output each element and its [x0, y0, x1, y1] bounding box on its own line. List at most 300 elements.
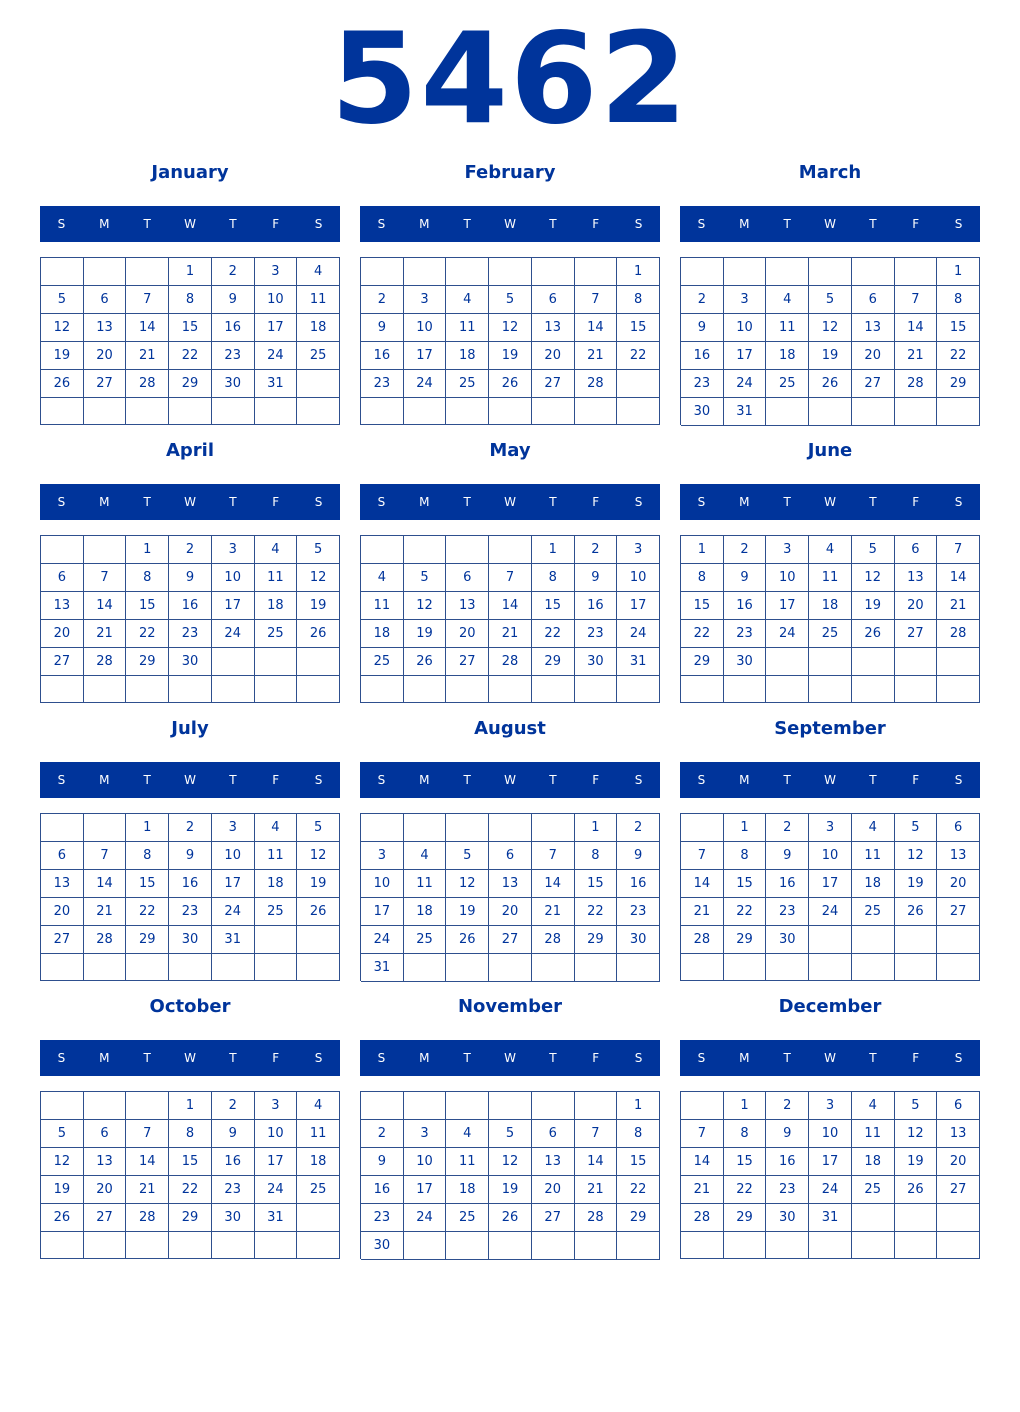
day-cell: 22	[532, 620, 575, 648]
day-cell: 10	[255, 286, 298, 314]
day-grid	[40, 813, 340, 981]
day-cell: 19	[446, 898, 489, 926]
empty-cell	[297, 398, 340, 425]
day-cell: 30	[575, 648, 618, 676]
empty-cell	[361, 676, 404, 703]
empty-cell	[681, 954, 724, 981]
day-cell: 3	[617, 536, 660, 564]
day-cell: 11	[852, 842, 895, 870]
empty-cell	[532, 1232, 575, 1260]
day-cell: 26	[297, 898, 340, 926]
empty-cell	[724, 954, 767, 981]
day-cell: 2	[575, 536, 618, 564]
weekday-label: T	[229, 1051, 237, 1065]
day-cell: 30	[681, 398, 724, 426]
day-cell: 5	[489, 1120, 532, 1148]
day-cell: 30	[212, 370, 255, 398]
day-cell: 6	[895, 536, 938, 564]
day-cell: 14	[126, 1148, 169, 1176]
day-cell: 9	[212, 1120, 255, 1148]
day-cell: 21	[489, 620, 532, 648]
empty-cell	[446, 1232, 489, 1260]
empty-cell	[681, 258, 724, 286]
weekday-label: S	[57, 1051, 66, 1065]
day-grid	[360, 1091, 660, 1259]
day-cell: 9	[617, 842, 660, 870]
day-cell: 1	[532, 536, 575, 564]
day-cell: 16	[766, 870, 809, 898]
weekday-label: S	[57, 773, 66, 787]
day-cell: 24	[361, 926, 404, 954]
day-cell: 29	[575, 926, 618, 954]
day-cell: 20	[895, 592, 938, 620]
day-cell: 4	[297, 1092, 340, 1120]
month-name: November	[457, 996, 563, 1017]
weekday-header	[40, 1040, 340, 1076]
weekday-label: T	[463, 217, 471, 231]
empty-cell	[766, 398, 809, 426]
day-cell: 13	[895, 564, 938, 592]
empty-cell	[41, 676, 84, 703]
day-cell: 2	[724, 536, 767, 564]
weekday-label: T	[143, 773, 151, 787]
day-cell: 19	[895, 870, 938, 898]
day-cell: 7	[681, 842, 724, 870]
day-grid	[680, 257, 980, 425]
day-cell: 28	[575, 1204, 618, 1232]
day-cell: 11	[404, 870, 447, 898]
weekday-label: T	[549, 1051, 557, 1065]
day-cell: 18	[255, 592, 298, 620]
empty-cell	[212, 954, 255, 981]
day-cell: 4	[446, 1120, 489, 1148]
day-cell: 14	[681, 1148, 724, 1176]
day-cell: 27	[937, 1176, 980, 1204]
day-cell: 16	[681, 342, 724, 370]
day-cell: 6	[532, 286, 575, 314]
day-cell: 3	[766, 536, 809, 564]
day-cell: 11	[809, 564, 852, 592]
day-cell: 13	[532, 314, 575, 342]
empty-cell	[766, 676, 809, 703]
empty-cell	[84, 1232, 127, 1259]
day-cell: 12	[852, 564, 895, 592]
day-cell: 6	[532, 1120, 575, 1148]
day-cell: 20	[937, 870, 980, 898]
empty-cell	[404, 814, 447, 842]
day-cell: 7	[126, 286, 169, 314]
day-cell: 15	[937, 314, 980, 342]
empty-cell	[212, 398, 255, 425]
day-cell: 30	[766, 1204, 809, 1232]
day-cell: 19	[41, 342, 84, 370]
weekday-header	[680, 762, 980, 798]
empty-cell	[809, 676, 852, 703]
empty-cell	[532, 258, 575, 286]
day-cell: 26	[852, 620, 895, 648]
weekday-label: W	[504, 773, 516, 787]
day-cell: 16	[361, 342, 404, 370]
day-cell: 13	[41, 592, 84, 620]
empty-cell	[681, 1092, 724, 1120]
day-cell: 17	[617, 592, 660, 620]
day-cell: 16	[169, 592, 212, 620]
weekday-label: S	[314, 217, 323, 231]
day-cell: 15	[126, 592, 169, 620]
weekday-label: F	[592, 217, 600, 231]
day-cell: 15	[532, 592, 575, 620]
empty-cell	[617, 398, 660, 425]
weekday-label: T	[549, 217, 557, 231]
day-cell: 20	[84, 342, 127, 370]
day-cell: 27	[532, 1204, 575, 1232]
day-cell: 23	[169, 898, 212, 926]
weekday-label: S	[57, 217, 66, 231]
empty-cell	[126, 258, 169, 286]
empty-cell	[84, 258, 127, 286]
empty-cell	[212, 648, 255, 676]
day-cell: 29	[126, 648, 169, 676]
empty-cell	[489, 954, 532, 982]
empty-cell	[489, 1092, 532, 1120]
day-cell: 16	[169, 870, 212, 898]
day-cell: 22	[724, 898, 767, 926]
weekday-label: S	[634, 217, 643, 231]
empty-cell	[169, 954, 212, 981]
day-cell: 27	[84, 370, 127, 398]
empty-cell	[852, 258, 895, 286]
day-cell: 27	[41, 648, 84, 676]
day-cell: 31	[724, 398, 767, 426]
weekday-label: F	[912, 773, 920, 787]
day-cell: 6	[937, 814, 980, 842]
day-cell: 3	[361, 842, 404, 870]
day-cell: 13	[852, 314, 895, 342]
day-cell: 9	[766, 842, 809, 870]
day-cell: 10	[212, 564, 255, 592]
day-cell: 22	[575, 898, 618, 926]
day-cell: 2	[766, 814, 809, 842]
day-cell: 3	[212, 814, 255, 842]
day-cell: 18	[404, 898, 447, 926]
day-cell: 4	[852, 1092, 895, 1120]
day-cell: 7	[126, 1120, 169, 1148]
day-cell: 27	[852, 370, 895, 398]
weekday-label: S	[697, 217, 706, 231]
day-cell: 13	[446, 592, 489, 620]
day-cell: 26	[489, 370, 532, 398]
day-cell: 26	[809, 370, 852, 398]
day-cell: 16	[724, 592, 767, 620]
day-cell: 4	[255, 536, 298, 564]
day-cell: 18	[446, 1176, 489, 1204]
day-cell: 19	[297, 592, 340, 620]
empty-cell	[724, 676, 767, 703]
day-cell: 22	[126, 620, 169, 648]
day-cell: 16	[212, 314, 255, 342]
day-cell: 25	[297, 342, 340, 370]
day-cell: 12	[297, 564, 340, 592]
day-cell: 11	[446, 1148, 489, 1176]
day-cell: 1	[937, 258, 980, 286]
weekday-label: T	[869, 773, 877, 787]
day-grid	[360, 257, 660, 425]
day-cell: 6	[84, 286, 127, 314]
weekday-label: W	[824, 1051, 836, 1065]
empty-cell	[575, 676, 618, 703]
empty-cell	[489, 536, 532, 564]
day-cell: 27	[84, 1204, 127, 1232]
day-cell: 21	[575, 342, 618, 370]
weekday-label: T	[869, 217, 877, 231]
day-cell: 27	[895, 620, 938, 648]
day-cell: 11	[766, 314, 809, 342]
day-cell: 8	[169, 286, 212, 314]
day-grid	[360, 535, 660, 703]
day-cell: 6	[937, 1092, 980, 1120]
day-cell: 8	[617, 286, 660, 314]
day-cell: 11	[297, 1120, 340, 1148]
day-cell: 5	[852, 536, 895, 564]
day-cell: 20	[532, 1176, 575, 1204]
empty-cell	[41, 954, 84, 981]
day-cell: 4	[404, 842, 447, 870]
empty-cell	[84, 814, 127, 842]
day-cell: 28	[126, 1204, 169, 1232]
weekday-label: M	[99, 217, 110, 231]
weekday-label: M	[419, 217, 430, 231]
empty-cell	[404, 258, 447, 286]
empty-cell	[937, 954, 980, 981]
day-cell: 5	[404, 564, 447, 592]
day-cell: 11	[361, 592, 404, 620]
day-cell: 18	[852, 870, 895, 898]
weekday-label: W	[184, 1051, 196, 1065]
day-cell: 12	[895, 1120, 938, 1148]
day-cell: 14	[84, 870, 127, 898]
empty-cell	[937, 1232, 980, 1259]
weekday-label: S	[314, 773, 323, 787]
day-cell: 21	[681, 898, 724, 926]
day-cell: 17	[404, 1176, 447, 1204]
empty-cell	[212, 676, 255, 703]
day-cell: 24	[255, 1176, 298, 1204]
empty-cell	[169, 398, 212, 425]
day-cell: 27	[41, 926, 84, 954]
empty-cell	[489, 398, 532, 425]
day-cell: 28	[681, 926, 724, 954]
empty-cell	[681, 676, 724, 703]
day-cell: 14	[895, 314, 938, 342]
weekday-label: S	[634, 1051, 643, 1065]
day-cell: 23	[361, 370, 404, 398]
day-cell: 10	[809, 1120, 852, 1148]
weekday-label: S	[697, 773, 706, 787]
weekday-label: F	[592, 1051, 600, 1065]
weekday-label: F	[272, 1051, 280, 1065]
weekday-label: S	[634, 495, 643, 509]
month-name: September	[774, 718, 886, 739]
day-cell: 31	[617, 648, 660, 676]
day-cell: 3	[212, 536, 255, 564]
empty-cell	[681, 814, 724, 842]
day-cell: 10	[766, 564, 809, 592]
weekday-header	[360, 1040, 660, 1076]
weekday-label: S	[954, 217, 963, 231]
day-cell: 21	[575, 1176, 618, 1204]
day-cell: 26	[489, 1204, 532, 1232]
weekday-label: T	[783, 495, 791, 509]
empty-cell	[724, 258, 767, 286]
year-title: 5462	[330, 5, 690, 152]
day-cell: 3	[404, 1120, 447, 1148]
day-cell: 9	[766, 1120, 809, 1148]
empty-cell	[575, 258, 618, 286]
weekday-label: M	[739, 495, 750, 509]
day-cell: 10	[809, 842, 852, 870]
empty-cell	[255, 954, 298, 981]
day-cell: 15	[681, 592, 724, 620]
day-cell: 24	[617, 620, 660, 648]
day-cell: 8	[724, 842, 767, 870]
empty-cell	[169, 676, 212, 703]
day-cell: 21	[84, 898, 127, 926]
empty-cell	[255, 398, 298, 425]
empty-cell	[126, 954, 169, 981]
day-cell: 24	[809, 1176, 852, 1204]
day-cell: 18	[766, 342, 809, 370]
empty-cell	[617, 370, 660, 398]
empty-cell	[895, 926, 938, 954]
day-cell: 17	[766, 592, 809, 620]
day-cell: 13	[84, 314, 127, 342]
day-cell: 17	[255, 314, 298, 342]
day-cell: 25	[297, 1176, 340, 1204]
day-cell: 22	[126, 898, 169, 926]
empty-cell	[446, 536, 489, 564]
day-cell: 4	[809, 536, 852, 564]
weekday-label: T	[463, 495, 471, 509]
empty-cell	[575, 1232, 618, 1260]
weekday-label: W	[824, 217, 836, 231]
day-cell: 9	[681, 314, 724, 342]
day-cell: 24	[724, 370, 767, 398]
empty-cell	[852, 398, 895, 426]
day-cell: 18	[297, 1148, 340, 1176]
empty-cell	[41, 258, 84, 286]
day-cell: 27	[446, 648, 489, 676]
day-cell: 19	[404, 620, 447, 648]
empty-cell	[361, 814, 404, 842]
day-cell: 14	[681, 870, 724, 898]
day-cell: 4	[255, 814, 298, 842]
day-cell: 19	[489, 1176, 532, 1204]
day-cell: 7	[532, 842, 575, 870]
day-cell: 22	[169, 342, 212, 370]
day-cell: 23	[766, 1176, 809, 1204]
day-cell: 17	[809, 870, 852, 898]
day-cell: 21	[126, 1176, 169, 1204]
day-cell: 17	[361, 898, 404, 926]
empty-cell	[41, 1232, 84, 1259]
day-cell: 9	[361, 314, 404, 342]
day-cell: 31	[212, 926, 255, 954]
day-cell: 2	[361, 1120, 404, 1148]
weekday-label: M	[99, 495, 110, 509]
month-name: August	[474, 718, 546, 739]
day-cell: 8	[937, 286, 980, 314]
empty-cell	[446, 1092, 489, 1120]
day-cell: 11	[852, 1120, 895, 1148]
day-cell: 6	[446, 564, 489, 592]
weekday-label: W	[184, 217, 196, 231]
empty-cell	[895, 398, 938, 426]
day-cell: 3	[809, 814, 852, 842]
day-cell: 12	[41, 1148, 84, 1176]
day-cell: 7	[937, 536, 980, 564]
day-cell: 14	[532, 870, 575, 898]
day-cell: 1	[724, 814, 767, 842]
day-cell: 23	[212, 1176, 255, 1204]
empty-cell	[895, 1232, 938, 1259]
day-cell: 1	[724, 1092, 767, 1120]
day-cell: 21	[126, 342, 169, 370]
weekday-label: M	[99, 1051, 110, 1065]
day-cell: 11	[446, 314, 489, 342]
day-cell: 10	[255, 1120, 298, 1148]
day-cell: 15	[126, 870, 169, 898]
day-cell: 28	[895, 370, 938, 398]
day-cell: 15	[617, 314, 660, 342]
day-cell: 23	[766, 898, 809, 926]
day-grid	[680, 535, 980, 703]
empty-cell	[404, 536, 447, 564]
weekday-header	[360, 206, 660, 242]
day-cell: 28	[84, 648, 127, 676]
weekday-label: S	[634, 773, 643, 787]
empty-cell	[297, 370, 340, 398]
day-cell: 20	[489, 898, 532, 926]
month-name: February	[464, 162, 556, 183]
day-cell: 8	[126, 564, 169, 592]
day-cell: 22	[937, 342, 980, 370]
day-cell: 29	[169, 1204, 212, 1232]
day-cell: 8	[724, 1120, 767, 1148]
empty-cell	[489, 676, 532, 703]
day-cell: 5	[446, 842, 489, 870]
day-cell: 30	[361, 1232, 404, 1260]
empty-cell	[809, 1232, 852, 1259]
weekday-header	[680, 206, 980, 242]
weekday-label: W	[504, 495, 516, 509]
weekday-label: T	[783, 217, 791, 231]
day-cell: 8	[681, 564, 724, 592]
day-cell: 26	[895, 898, 938, 926]
day-cell: 24	[809, 898, 852, 926]
day-cell: 12	[489, 1148, 532, 1176]
day-cell: 15	[575, 870, 618, 898]
day-cell: 2	[212, 1092, 255, 1120]
day-cell: 13	[937, 1120, 980, 1148]
weekday-label: S	[954, 1051, 963, 1065]
day-cell: 18	[446, 342, 489, 370]
day-cell: 16	[766, 1148, 809, 1176]
day-cell: 13	[937, 842, 980, 870]
day-cell: 12	[41, 314, 84, 342]
day-cell: 10	[404, 1148, 447, 1176]
day-cell: 21	[84, 620, 127, 648]
empty-cell	[169, 1232, 212, 1259]
